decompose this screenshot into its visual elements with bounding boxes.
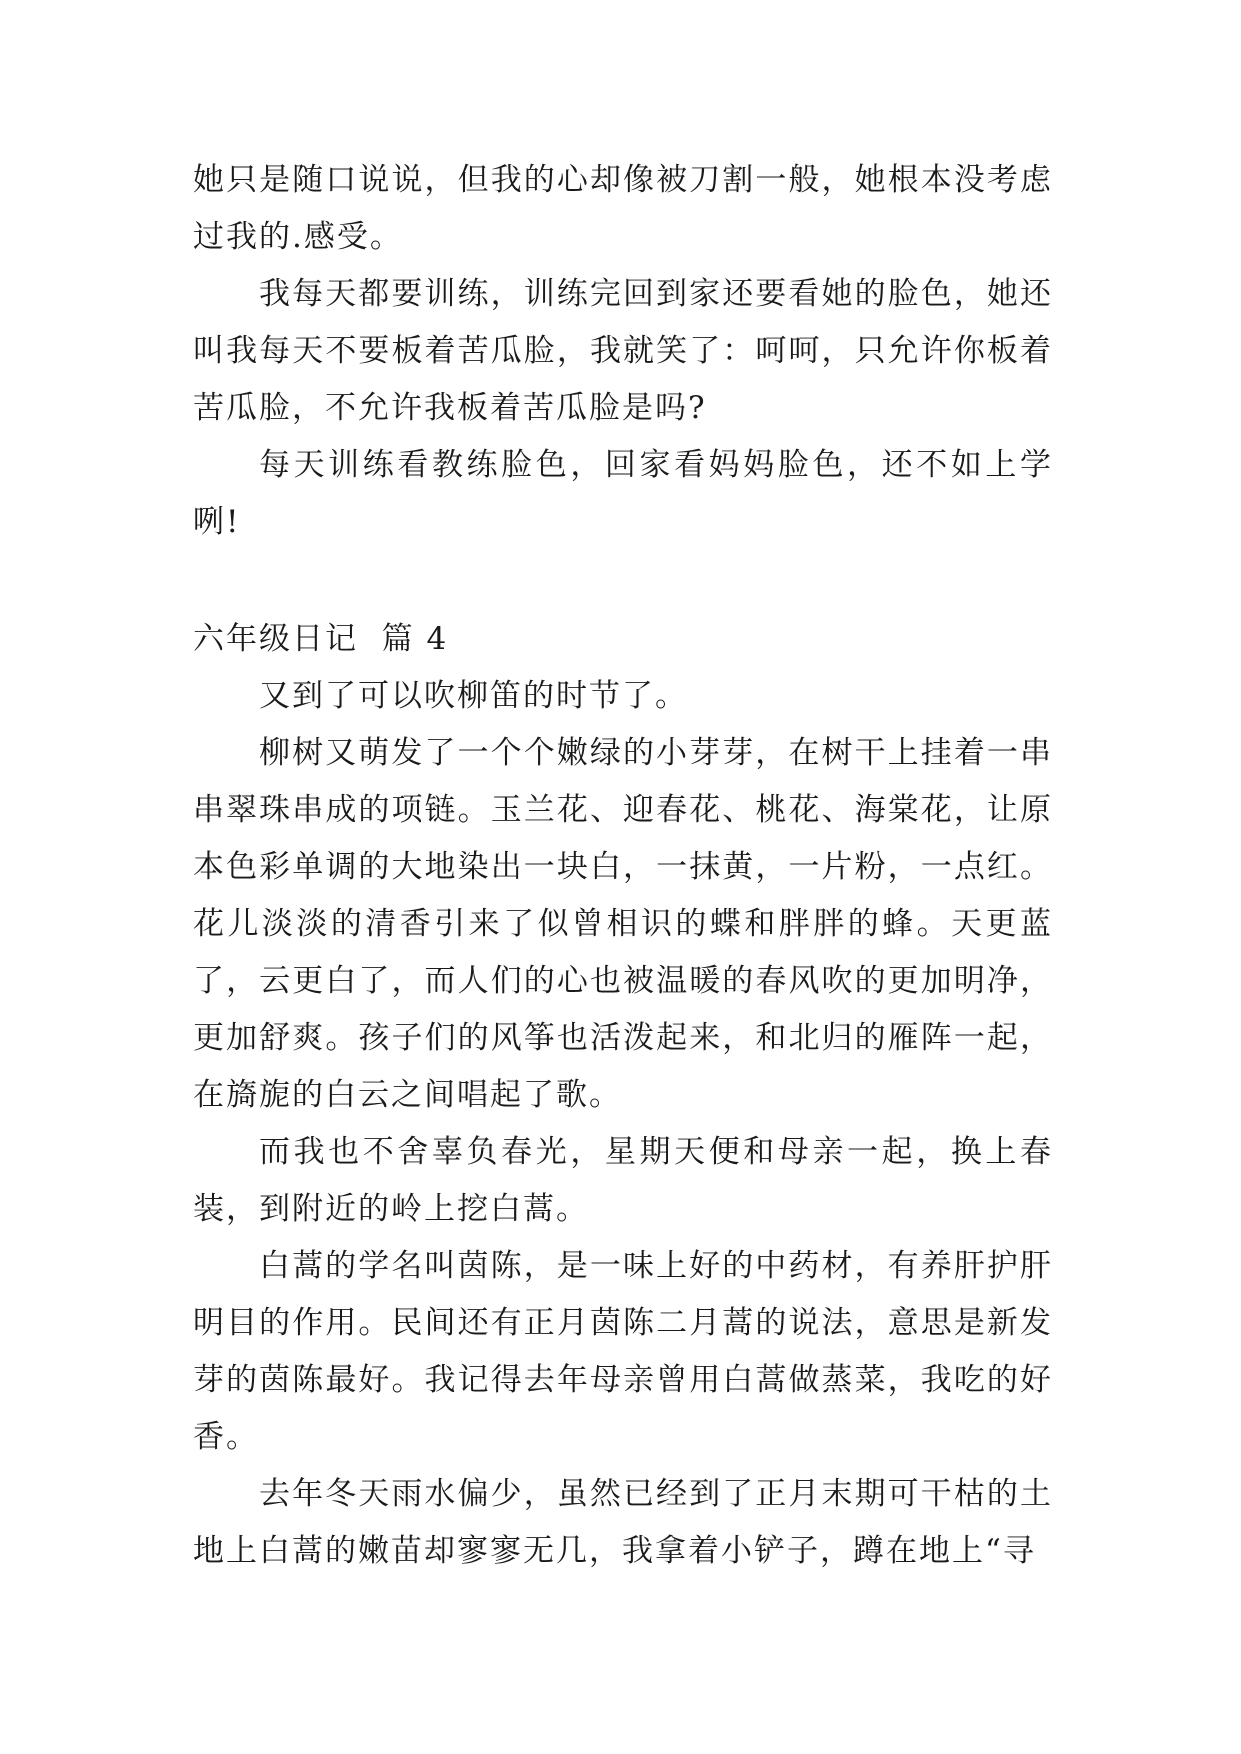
section-spacer xyxy=(193,551,1053,611)
paragraph-5: 柳树又萌发了一个个嫩绿的小芽芽，在树干上挂着一串串翠珠串成的项链。玉兰花、迎春花、桃花、海棠花，让原本色彩单调的大地染出一块白，一抹黄，一片粉，一点红。花儿淡淡的清香引来了似曾相识的蝶和胖胖的蜂。天更蓝了，云更白了，而人们的心也被温暖的春风吹的更加明净，更加舒爽。孩子们的风筝也活泼起来，和北归的雁阵一起，在旖旎的白云之间唱起了歌。 xyxy=(193,735,1053,1113)
paragraph-4: 又到了可以吹柳笛的时节了。 xyxy=(259,678,688,714)
paragraph-8: 去年冬天雨水偏少，虽然已经到了正月末期可干枯的土地上白蒿的嫩苗却寥寥无几，我拿着小铲子，蹲在地上“寻 xyxy=(193,1476,1053,1569)
paragraph-6: 而我也不舍辜负春光，星期天便和母亲一起，换上春装，到附近的岭上挖白蒿。 xyxy=(193,1134,1053,1227)
paragraph-2: 我每天都要训练，训练完回到家还要看她的脸色，她还叫我每天不要板着苦瓜脸，我就笑了：呵呵，只允许你板着苦瓜脸，不允许我板着苦瓜脸是吗? xyxy=(193,276,1053,426)
paragraph-1: 她只是随口说说，但我的心却像被刀割一般，她根本没考虑过我的.感受。 xyxy=(193,162,1053,255)
section-heading: 六年级日记 篇 4 xyxy=(193,621,449,657)
paragraph-7: 白蒿的学名叫茵陈，是一味上好的中药材，有养肝护肝明目的作用。民间还有正月茵陈二月蒿的说法，意思是新发芽的茵陈最好。我记得去年母亲曾用白蒿做蒸菜，我吃的好香。 xyxy=(193,1248,1053,1455)
document-body xyxy=(193,152,1053,1580)
paragraph-3: 每天训练看教练脸色，回家看妈妈脸色，还不如上学咧! xyxy=(193,447,1053,540)
